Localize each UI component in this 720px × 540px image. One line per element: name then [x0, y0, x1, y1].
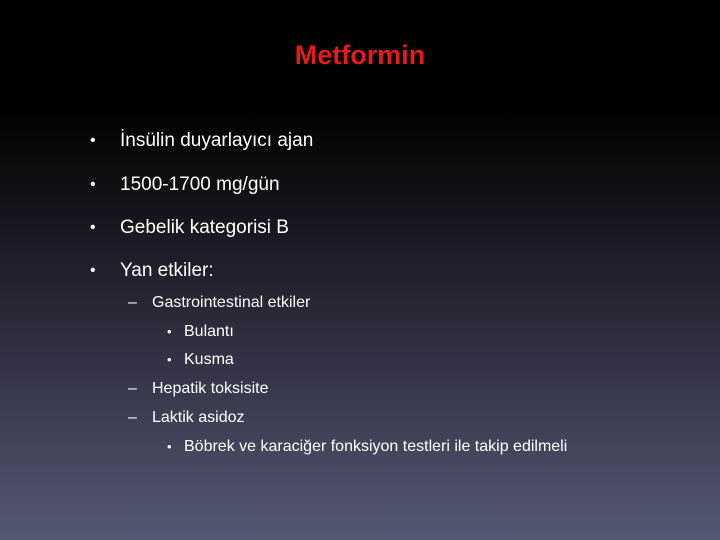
list-item: [90, 215, 289, 241]
list-item: [90, 258, 214, 284]
list-item: [128, 378, 269, 400]
bullet-icon: •: [90, 176, 96, 193]
list-item-text: İnsülin duyarlayıcı ajan: [120, 130, 314, 151]
list-item-text: 1500-1700 mg/gün: [120, 174, 280, 195]
dash-icon: –: [128, 294, 137, 311]
list-item: [128, 292, 311, 314]
list-item: [167, 321, 234, 343]
list-item: [90, 172, 280, 198]
bullet-icon: •: [90, 262, 96, 279]
list-item-text: Kusma: [184, 351, 234, 368]
list-item: [167, 349, 234, 371]
list-item-text: Böbrek ve karaciğer fonksiyon testleri ile takip edilmeli: [184, 438, 568, 455]
bullet-icon: •: [167, 324, 172, 339]
list-item-text: Gastrointestinal etkiler: [152, 294, 311, 311]
dash-icon: –: [128, 409, 137, 426]
list-item-text: Yan etkiler:: [120, 260, 214, 281]
list-item-text: Bulantı: [184, 323, 234, 340]
slide-title: Metformin: [294, 40, 426, 70]
list-item: [90, 128, 314, 154]
dash-icon: –: [128, 380, 137, 397]
list-item: [128, 407, 245, 429]
bullet-icon: •: [167, 439, 172, 454]
bullet-icon: •: [167, 352, 172, 367]
list-item-text: Gebelik kategorisi B: [120, 217, 289, 238]
list-item-text: Hepatik toksisite: [152, 380, 269, 397]
bullet-icon: •: [90, 219, 96, 236]
list-item: [167, 436, 568, 458]
bullet-icon: •: [90, 132, 96, 149]
list-item-text: Laktik asidoz: [152, 409, 245, 426]
